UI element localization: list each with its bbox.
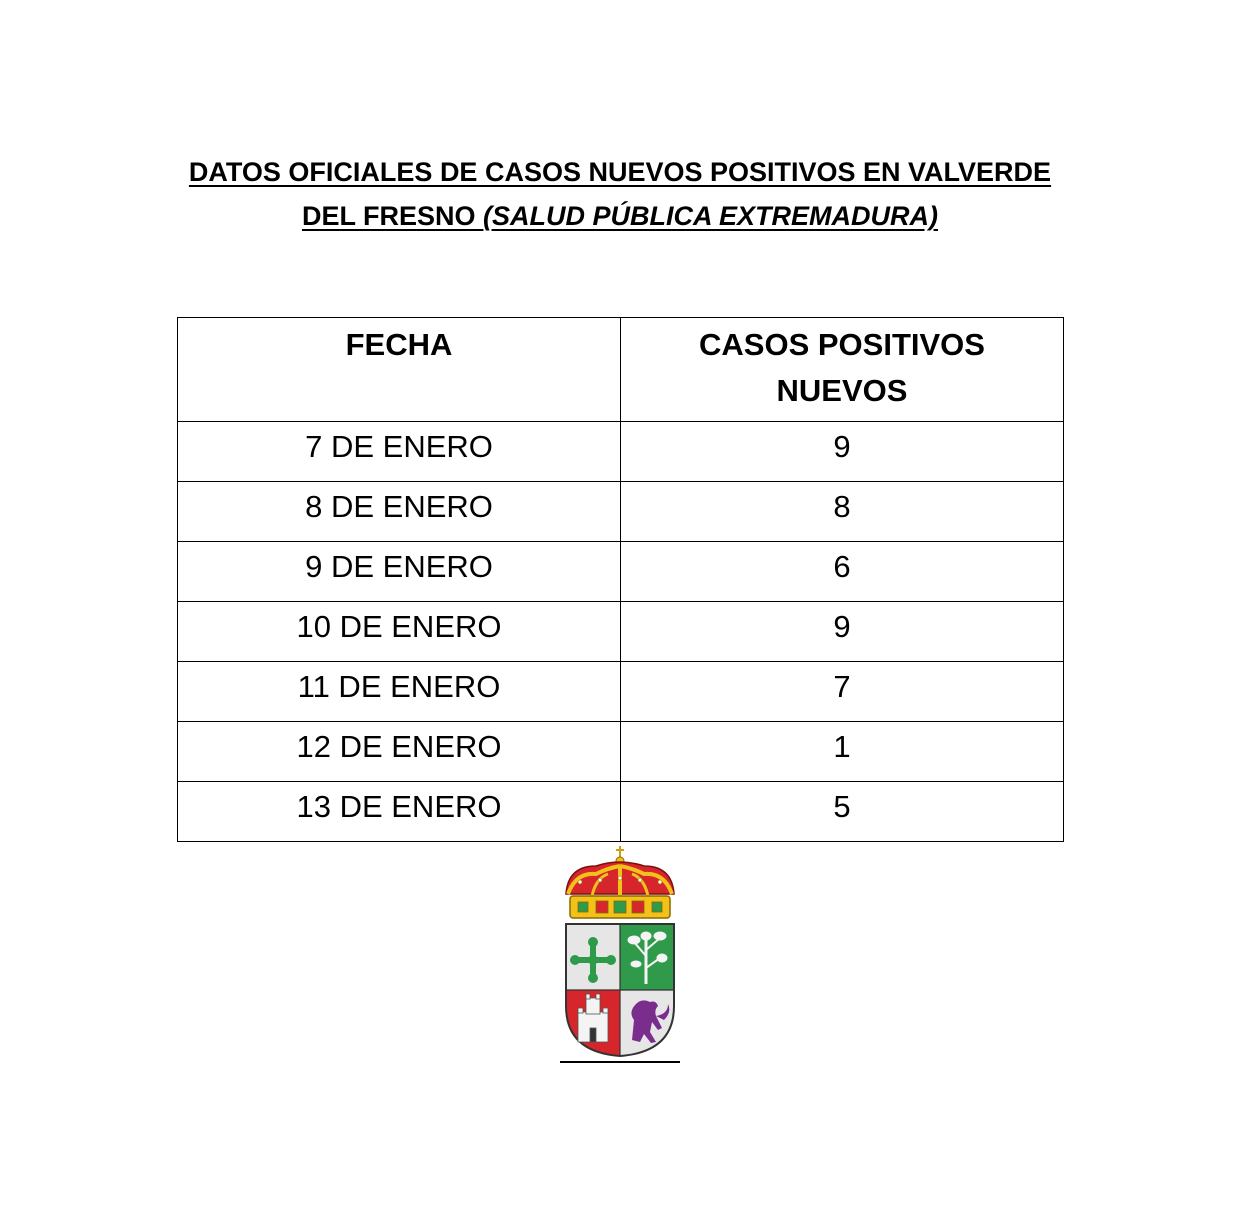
header-fecha-label: FECHA: [345, 327, 453, 362]
table-row: [178, 722, 1064, 782]
title-line-1: DATOS OFICIALES DE CASOS NUEVOS POSITIVOS EN VALVERDE: [188, 157, 1052, 187]
cell-casos: 9: [621, 602, 1064, 662]
table-row: [178, 662, 1064, 722]
cell-fecha: 13 DE ENERO: [178, 782, 621, 842]
cell-casos: 9: [621, 422, 1064, 482]
title-line-2-source: (SALUD PÚBLICA EXTREMADURA): [483, 201, 938, 231]
table-row: [178, 422, 1064, 482]
cell-fecha: 8 DE ENERO: [178, 482, 621, 542]
cell-casos: 7: [621, 662, 1064, 722]
cell-fecha: 10 DE ENERO: [178, 602, 621, 662]
shield-icon: [566, 924, 674, 1060]
cell-fecha: 9 DE ENERO: [178, 542, 621, 602]
header-casos: [621, 318, 1064, 422]
document-title: [150, 150, 1090, 238]
cell-fecha: 7 DE ENERO: [178, 422, 621, 482]
table-row: [178, 602, 1064, 662]
header-fecha: [178, 318, 621, 422]
municipal-coat-of-arms-icon: [556, 844, 684, 1064]
cell-casos: 6: [621, 542, 1064, 602]
header-casos-label-2: NUEVOS: [776, 373, 908, 408]
header-casos-label-1: CASOS POSITIVOS: [699, 327, 985, 362]
table-row: [178, 482, 1064, 542]
cell-fecha: 12 DE ENERO: [178, 722, 621, 782]
cases-table: [177, 317, 1064, 842]
title-line-2: [150, 194, 1090, 238]
cell-fecha: 11 DE ENERO: [178, 662, 621, 722]
table-row: [178, 542, 1064, 602]
cell-casos: 5: [621, 782, 1064, 842]
crown-icon: [566, 846, 674, 918]
cell-casos: 1: [621, 722, 1064, 782]
cell-casos: 8: [621, 482, 1064, 542]
table-header-row: [178, 318, 1064, 422]
table-row: [178, 782, 1064, 842]
title-line-2-plain: DEL FRESNO: [301, 201, 484, 231]
